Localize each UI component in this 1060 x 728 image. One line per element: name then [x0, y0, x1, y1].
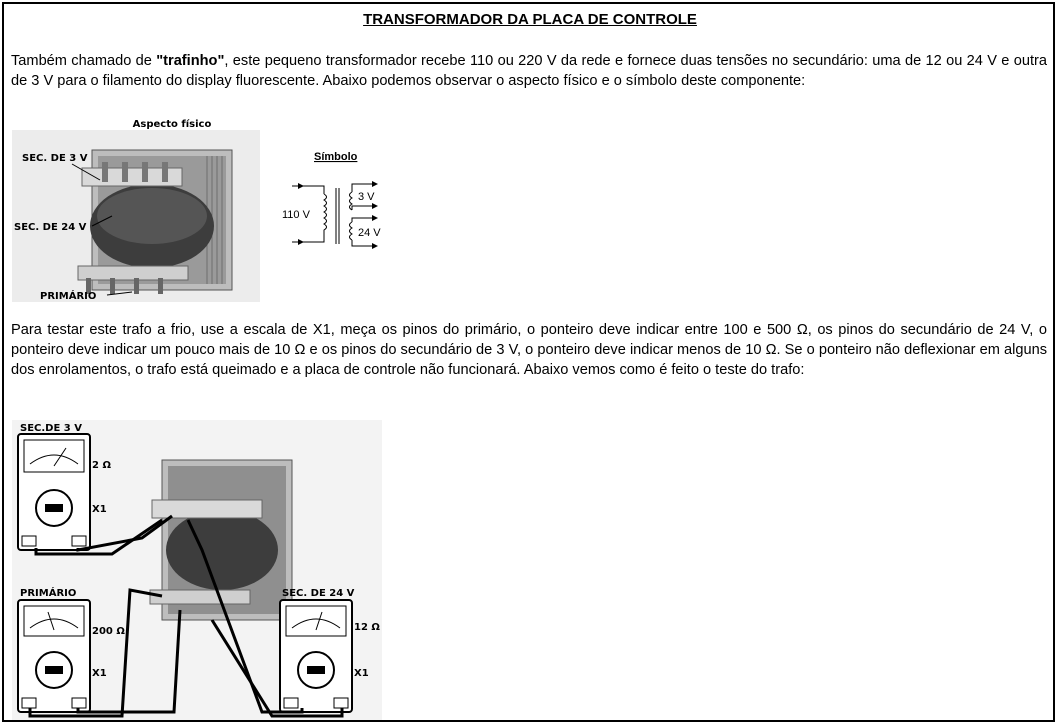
meter-sec3-scale: X1 — [92, 504, 107, 515]
physical-label-sec3: SEC. DE 3 V — [22, 153, 88, 164]
meter-sec24-reading: 12 Ω — [354, 622, 380, 633]
intro-text-start: Também chamado de — [11, 53, 157, 69]
physical-label-primary: PRIMÁRIO — [40, 291, 97, 302]
intro-bold-term: "trafinho" — [156, 53, 225, 69]
meter-sec24-scale: X1 — [354, 668, 369, 679]
meter-primary-scale: X1 — [92, 668, 107, 679]
meter-sec24 — [280, 600, 352, 712]
symbol-input-voltage: 110 V — [282, 209, 310, 221]
physical-label-sec24: SEC. DE 24 V — [14, 222, 87, 233]
meter-primary-label: PRIMÁRIO — [20, 588, 77, 599]
meter-primary-reading: 200 Ω — [92, 626, 125, 637]
intro-paragraph — [11, 51, 1047, 91]
page-title: TRANSFORMADOR DA PLACA DE CONTROLE — [363, 11, 697, 28]
symbol-caption: Símbolo — [314, 151, 358, 163]
test-transformer — [150, 460, 292, 620]
symbol-output-3v: 3 V — [358, 191, 375, 203]
meter-primary — [18, 600, 90, 712]
meter-sec24-label: SEC. DE 24 V — [282, 588, 355, 599]
meter-sec3-label: SEC.DE 3 V — [20, 423, 82, 434]
intro-text-end: , este pequeno transformador recebe 110 ou 220 V da rede e fornece duas tensões no secundário: uma de 12 ou 24 V e outra de 3 V para o filamento do display fluorescente. Abaixo podemos observar o aspecto físico e o símbolo deste componente: — [11, 53, 1048, 89]
symbol-output-24v: 24 V — [358, 227, 381, 239]
meter-sec3-reading: 2 Ω — [92, 460, 111, 471]
meter-sec3 — [18, 434, 90, 550]
physical-aspect-figure — [12, 116, 260, 302]
transformer-symbol — [272, 148, 402, 258]
physical-caption: Aspecto físico — [132, 119, 212, 130]
test-figure — [12, 420, 382, 720]
test-paragraph: Para testar este trafo a frio, use a escala de X1, meça os pinos do primário, o ponteiro deve indicar entre 100 e 500 Ω, os pinos do secundário de 24 V, o ponteiro deve indicar um pouco mais de 10 Ω e os pinos do secundário de 3 V, o ponteiro deve indicar menos de 10 Ω. Se o ponteiro não deflexionar em alguns dos enrolamentos, o trafo está queimado e a placa de controle não funcionará. Abaixo vemos como é feito o teste do trafo: — [11, 322, 1047, 378]
